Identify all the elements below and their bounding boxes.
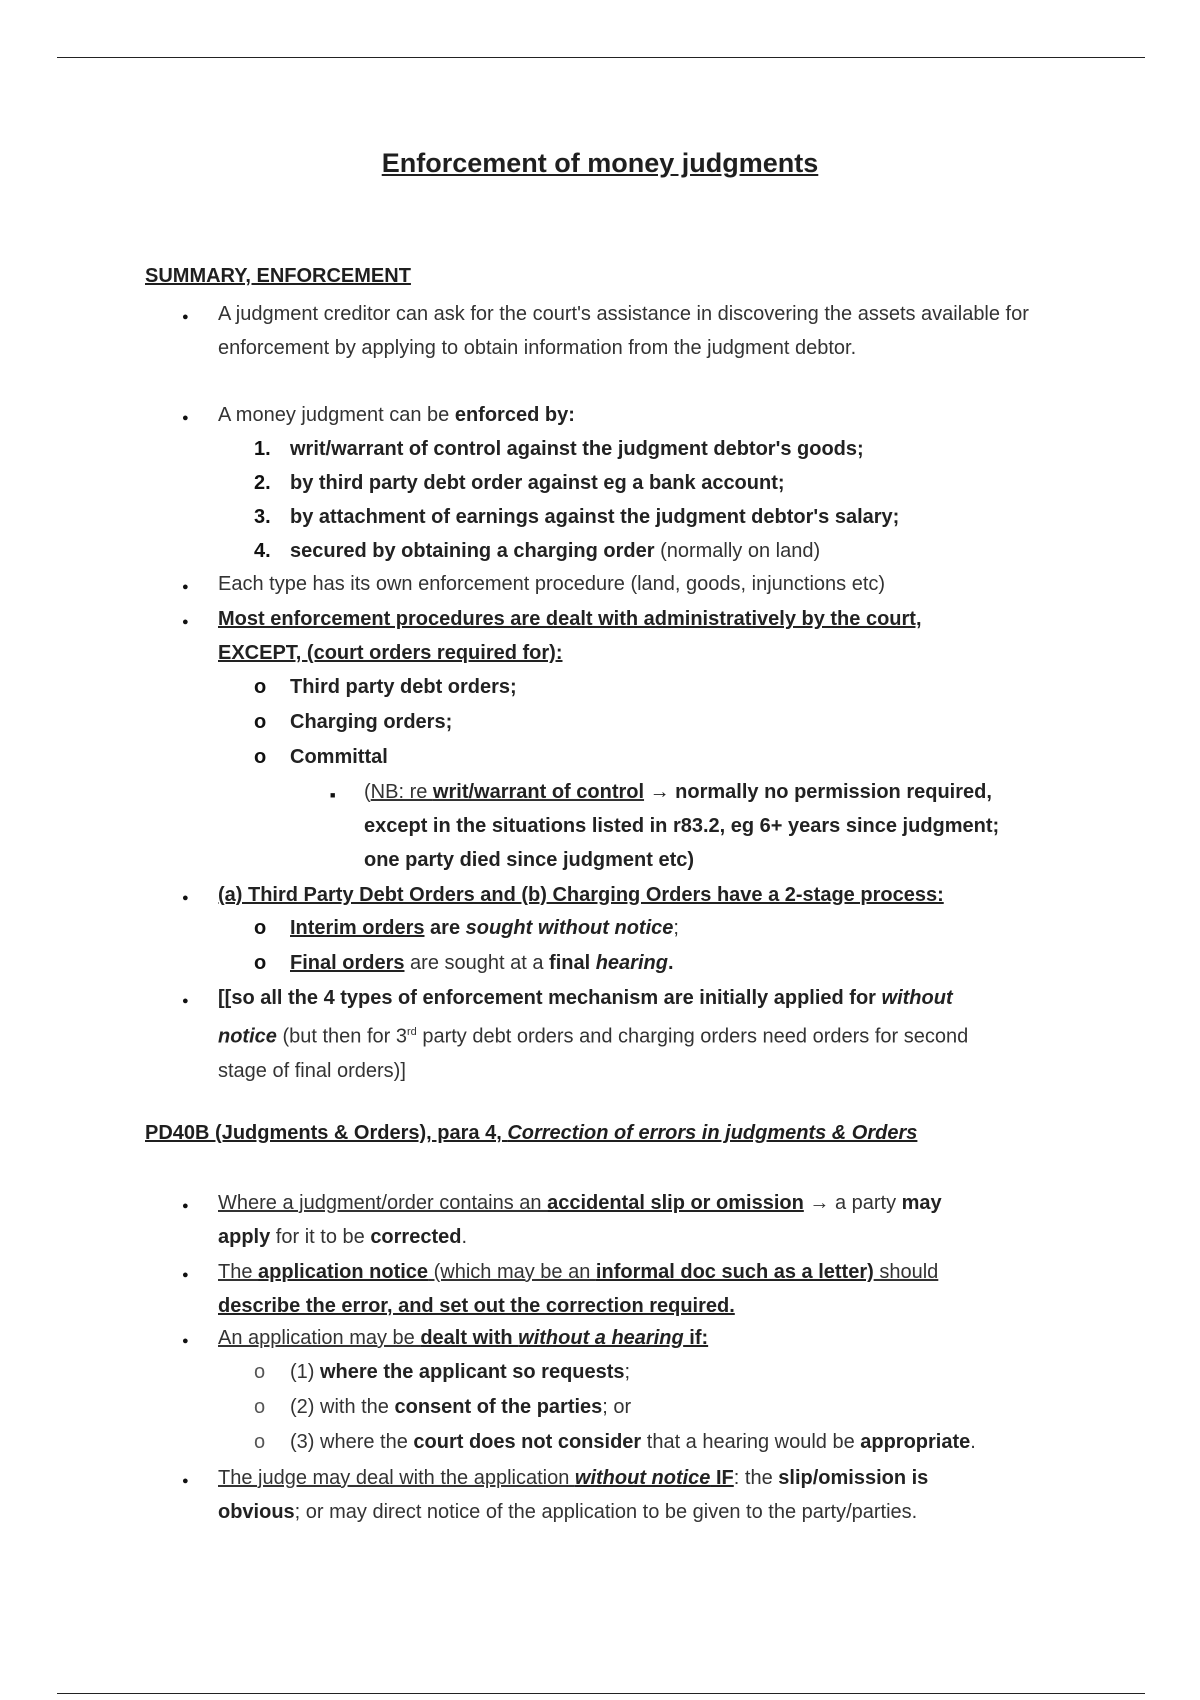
- text-italic: without a hearing: [518, 1327, 684, 1349]
- text-underlined: should: [873, 1261, 939, 1283]
- text: Most enforcement procedures are dealt with administratively by the court,: [218, 608, 922, 630]
- text: stage of final orders)]: [218, 1059, 406, 1082]
- text: ;: [624, 1361, 631, 1383]
- text-bold: where the applicant so requests: [320, 1361, 625, 1383]
- bullet-icon: [254, 740, 266, 774]
- text-italic: Correction of errors in judgments & Orders: [507, 1122, 918, 1144]
- text-bold: may: [901, 1192, 942, 1214]
- text-bold: are: [424, 917, 466, 939]
- text: (: [364, 781, 371, 803]
- text-underlined: The judge may deal with the application: [218, 1467, 575, 1489]
- text-bold: application notice: [258, 1261, 429, 1283]
- text-underlined: (which may be an: [428, 1261, 596, 1283]
- list-item: [290, 432, 1070, 466]
- list-item: [290, 1355, 1070, 1389]
- arrow-icon: → a party: [803, 1192, 902, 1214]
- bullet-icon: [254, 1390, 265, 1424]
- text-bold: Interim orders: [290, 917, 425, 939]
- list-number: 2.: [254, 472, 271, 494]
- section-heading-pd40b: [145, 1122, 917, 1145]
- text-bold: consent of the parties: [394, 1396, 603, 1418]
- paragraph-judge-without-notice: [218, 1461, 1078, 1529]
- text: .: [970, 1431, 976, 1453]
- text-underlined: [371, 781, 644, 803]
- text-bold: accidental slip or omission: [547, 1192, 804, 1214]
- bullet-icon: [182, 981, 189, 1018]
- bullet-icon: [182, 1461, 189, 1498]
- text-bold: informal doc such as a letter): [595, 1261, 874, 1283]
- text: PD40B (Judgments & Orders), para 4,: [145, 1122, 508, 1144]
- bullet-icon: [254, 670, 266, 704]
- text-underlined: An application may be: [218, 1327, 421, 1349]
- list-number: 3.: [254, 506, 271, 528]
- text-bold: secured by obtaining a charging order: [290, 540, 655, 562]
- paragraph-creditor-info: A judgment creditor can ask for the court's assistance in discovering the assets available for enforcement by applying to obtain information from the judgment debtor.: [218, 303, 1029, 359]
- bullet-icon: [182, 398, 189, 435]
- page-title: Enforcement of money judgments: [381, 148, 819, 178]
- text-bold: Final orders: [290, 952, 405, 974]
- text-bold: by third party debt order against eg a bank account;: [290, 472, 785, 494]
- bullet-icon: [254, 911, 266, 945]
- text: ; or: [602, 1396, 632, 1418]
- paragraph-application-notice: [218, 1255, 1078, 1323]
- bullet-icon: [254, 1425, 265, 1459]
- header-rule: [57, 57, 1145, 58]
- bullet-icon: [182, 602, 189, 639]
- section-heading-summary: SUMMARY, ENFORCEMENT: [145, 265, 411, 287]
- text-bold: appropriate: [860, 1431, 971, 1453]
- bullet-icon: [182, 1321, 189, 1358]
- arrow-icon: →: [644, 781, 676, 803]
- text-bold: enforced by:: [454, 404, 575, 426]
- text-bold: by attachment of earnings against the judgment debtor's salary;: [290, 506, 900, 528]
- list-item-interim: [290, 911, 1070, 945]
- text: A money judgment can be: [218, 404, 455, 426]
- text: that a hearing would be: [641, 1431, 861, 1453]
- paragraph-all-four-types: [218, 981, 1078, 1088]
- list-number: 4.: [254, 540, 271, 562]
- text-bold: IF: [710, 1467, 734, 1489]
- text-bold: final: [549, 952, 591, 974]
- text-bold: obvious: [218, 1501, 295, 1523]
- text-bold: normally no permission required,: [675, 781, 992, 803]
- bullet-icon: [254, 946, 266, 980]
- text: ;: [673, 917, 679, 939]
- superscript: rd: [406, 1026, 417, 1038]
- text-underlined: The: [218, 1261, 259, 1283]
- text-bold: apply: [218, 1226, 271, 1248]
- paragraph-each-type: Each type has its own enforcement procedure (land, goods, injunctions etc): [218, 573, 886, 595]
- list-item: [290, 1425, 1070, 1459]
- text: (but then for 3: [276, 1025, 407, 1048]
- text-italic: without notice: [574, 1467, 711, 1489]
- text: (2) with the: [290, 1396, 395, 1418]
- text: EXCEPT, (court orders required for):: [218, 642, 563, 664]
- list-item: Third party debt orders;: [290, 676, 517, 698]
- text: party debt orders and charging orders need orders for second: [416, 1025, 969, 1048]
- bullet-icon: [330, 775, 335, 812]
- text-bold: writ/warrant of control: [432, 781, 645, 803]
- bullet-icon: [182, 878, 189, 915]
- text-underlined: Where a judgment/order contains an: [218, 1192, 548, 1214]
- text-bold: writ/warrant of control against the judgment debtor's goods;: [290, 438, 864, 460]
- bullet-icon: [182, 567, 189, 604]
- text: : the: [733, 1467, 779, 1489]
- paragraph-accidental-slip: [218, 1186, 1078, 1254]
- text-bold: if:: [683, 1327, 709, 1349]
- bullet-icon: [182, 297, 189, 334]
- text-italic: without: [881, 987, 953, 1009]
- bullet-icon: [182, 1255, 189, 1292]
- list-item: [290, 1390, 1070, 1424]
- bullet-icon: [254, 705, 266, 739]
- bullet-icon: [254, 1355, 265, 1389]
- text: (3) where the: [290, 1431, 414, 1453]
- text: (1): [290, 1361, 320, 1383]
- list-item: [290, 500, 1070, 534]
- text: .: [461, 1226, 468, 1248]
- list-item-final: [290, 946, 1070, 980]
- paragraph-without-hearing: [218, 1321, 1078, 1355]
- text-bold: slip/omission is: [778, 1467, 929, 1489]
- list-item: [290, 466, 1070, 500]
- paragraph-two-stage: (a) Third Party Debt Orders and (b) Charging Orders have a 2-stage process:: [218, 884, 944, 906]
- paragraph-most-procedures: [218, 602, 1078, 670]
- text-bold: [[so all the 4 types of enforcement mechanism are initially applied for: [218, 987, 882, 1009]
- text-bold: one party died since judgment etc): [364, 849, 695, 871]
- list-number: 1.: [254, 438, 271, 460]
- text-bold: court does not consider: [413, 1431, 642, 1453]
- paragraph-nb-writ: [364, 775, 1064, 877]
- paragraph-enforced-by: [218, 398, 1078, 432]
- text: are sought at a: [404, 952, 550, 974]
- text: ; or may direct notice of the application to be given to the party/parties.: [294, 1501, 918, 1523]
- bullet-icon: [182, 1186, 189, 1223]
- text-italic: hearing: [590, 952, 668, 974]
- text-bold: corrected: [370, 1226, 462, 1248]
- text-bold: dealt with: [420, 1327, 519, 1349]
- text-italic: sought without notice: [465, 917, 674, 939]
- list-item: Charging orders;: [290, 711, 453, 733]
- list-item: [290, 534, 1070, 568]
- list-item: Committal: [290, 746, 388, 768]
- text: NB: re: [370, 781, 433, 803]
- text: for it to be: [270, 1226, 371, 1248]
- text-bold: except in the situations listed in r83.2, eg 6+ years since judgment;: [364, 815, 1000, 837]
- text-bold: describe the error, and set out the correction required.: [218, 1295, 735, 1317]
- text: (normally on land): [654, 540, 821, 562]
- text-bold: .: [667, 952, 674, 974]
- footer-rule: [57, 1693, 1145, 1694]
- text-italic: notice: [218, 1025, 277, 1048]
